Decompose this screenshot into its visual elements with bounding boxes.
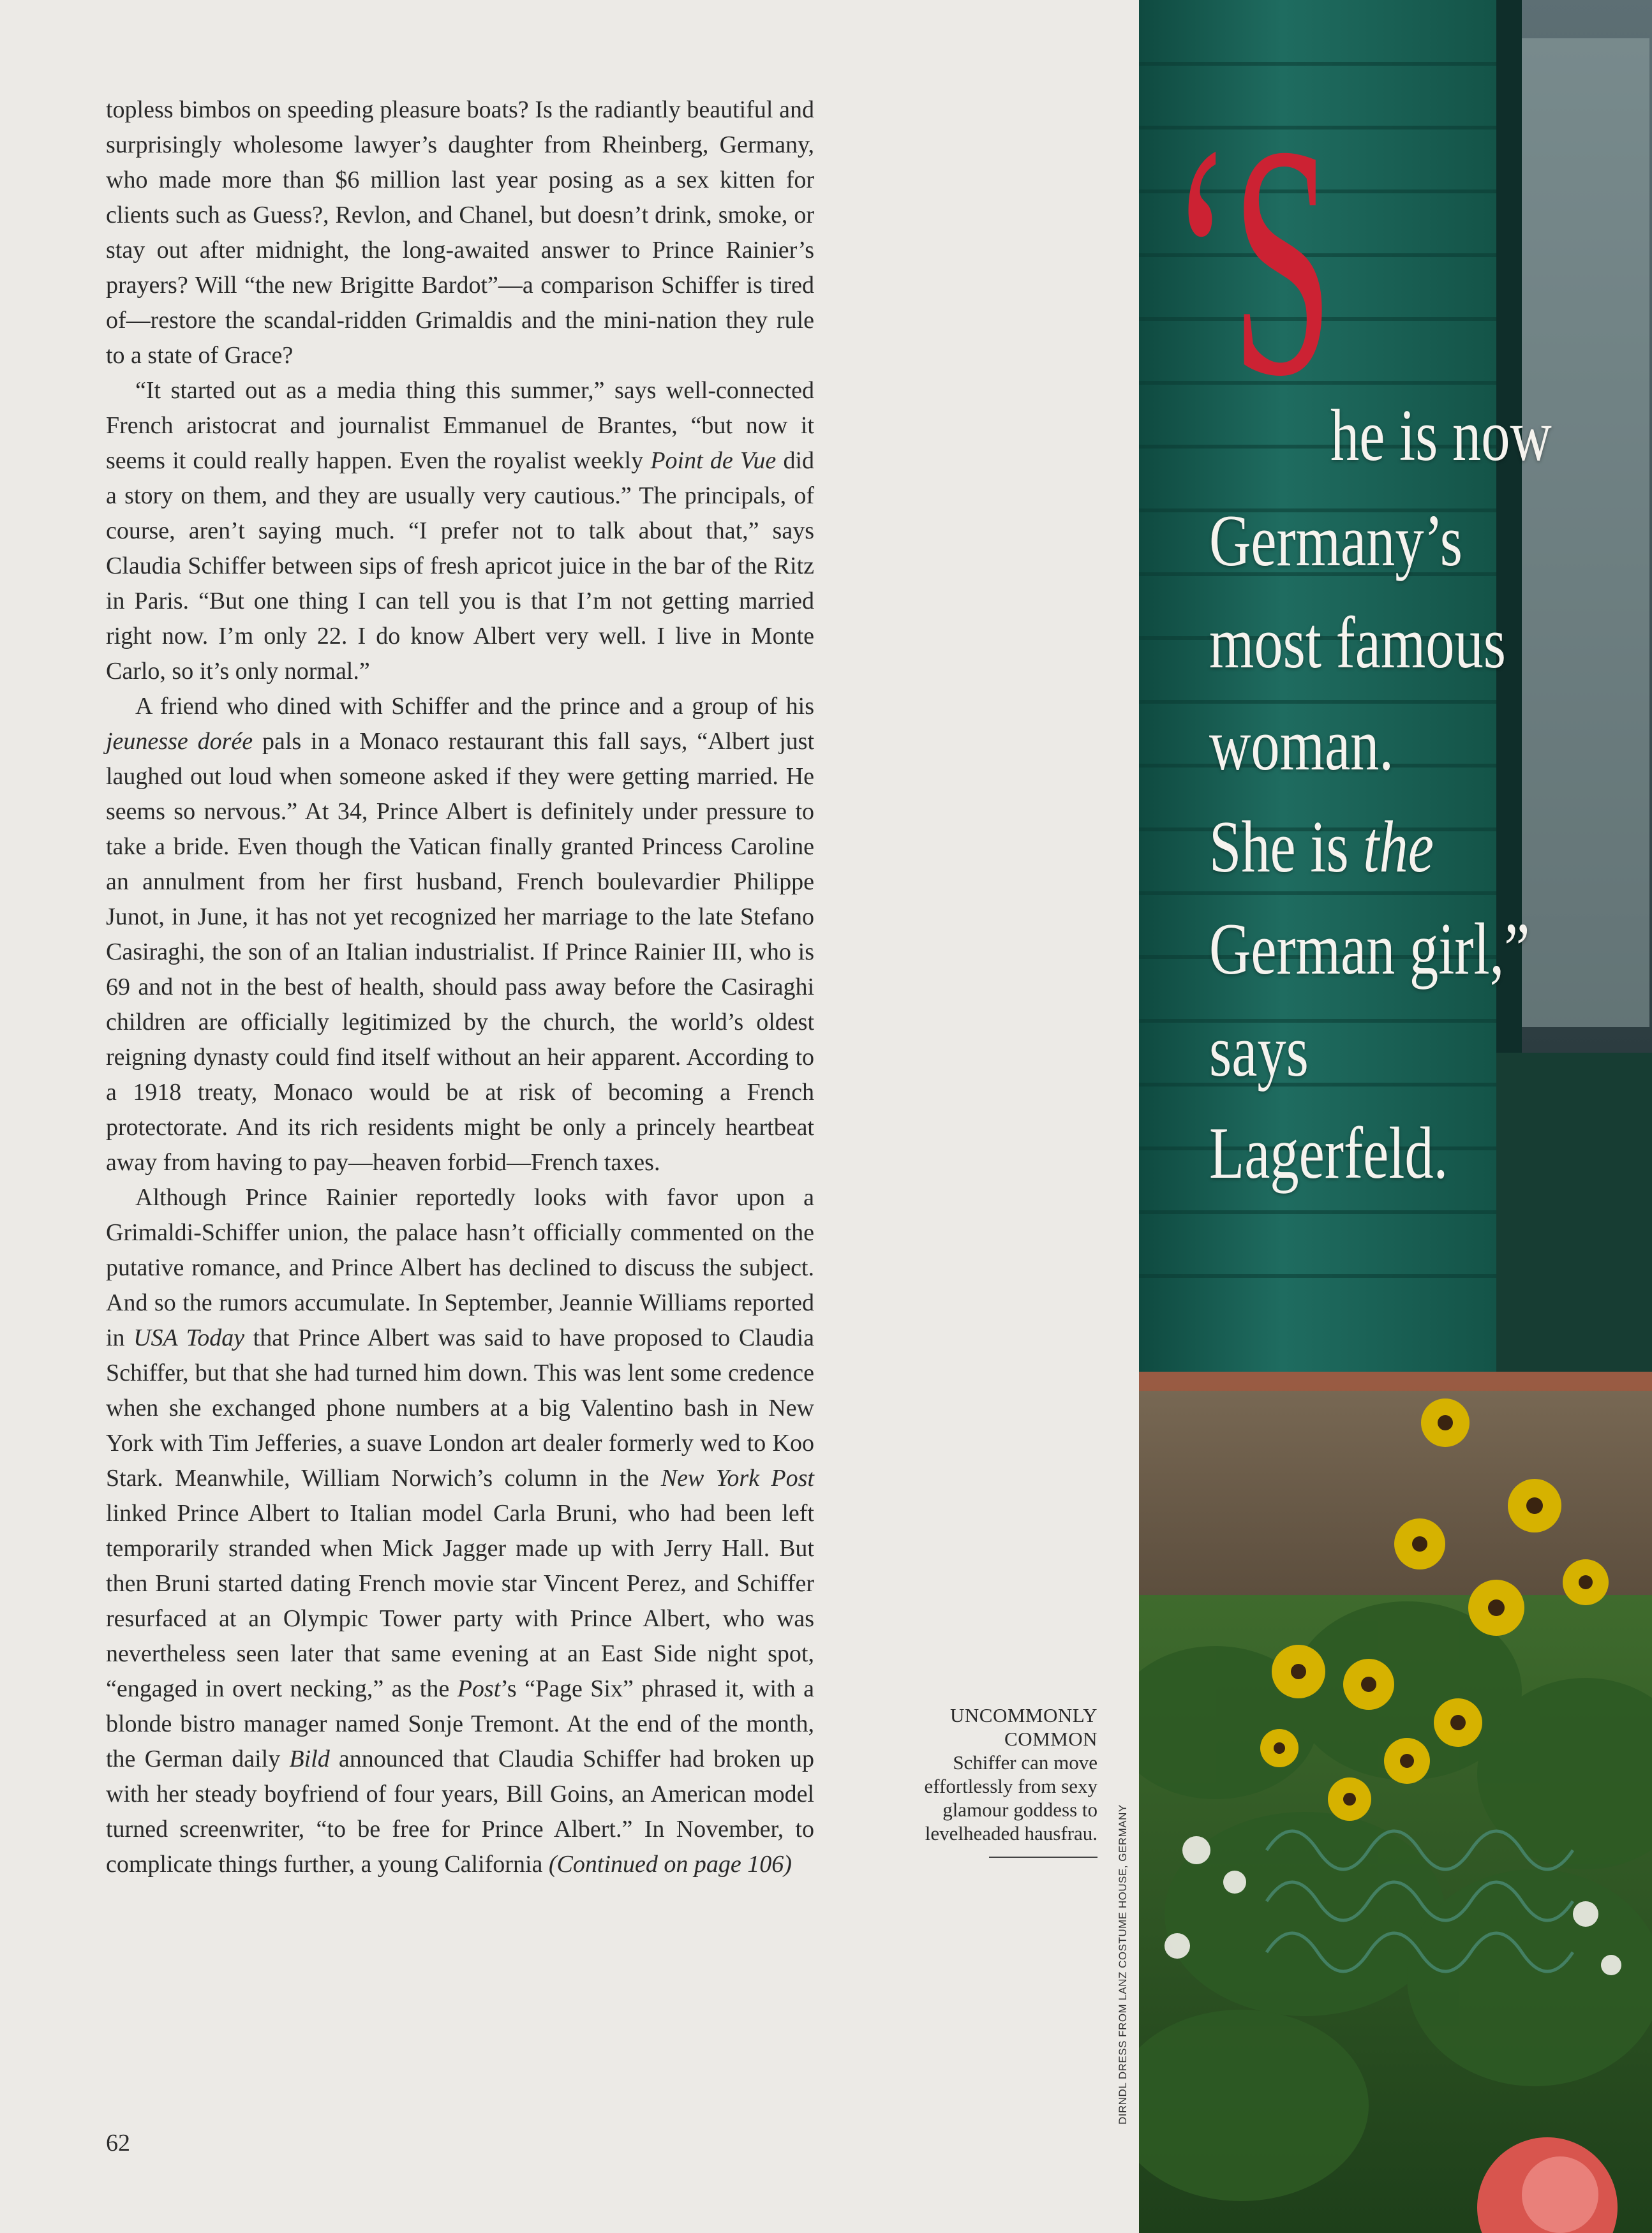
publication-name: Bild [289,1746,330,1772]
caption-body: Schiffer can move effortlessly from sexy glamour goddess to levelheaded hausfrau. [924,1751,1098,1844]
article-body [106,93,814,1882]
publication-name: USA Today [133,1324,245,1351]
paragraph-2: “It started out as a media thing this summer,” says well-connected French aristocrat and journalist Emmanuel de Brantes, “but now it seems it could really happen. Even the royalist weekly Point de Vue did a story on them, and they are usually very cautious.” The principals, of course, aren’t saying much. “I prefer not to talk about that,” says Claudia Schiffer between sips of fresh apricot juice in the bar of the Ritz in Paris. “But one thing I can tell you is that I’m not getting married right now. I’m only 22. I do know Albert very well. I live in Monte Carlo, so it’s only normal.” [106,377,814,685]
publication-name: Post [457,1675,501,1702]
italic-phrase: jeunesse dorée [106,728,253,755]
pull-quote-line: most famous [1209,602,1506,684]
photo-credit: DIRNDL DRESS FROM LANZ COSTUME HOUSE, GERMANY [1117,1804,1129,2125]
pull-quote-line: woman. [1209,704,1394,786]
pull-quote-line: Lagerfeld. [1209,1113,1448,1194]
caption-rule [989,1857,1098,1858]
pull-quote-line: Germany’s [1209,500,1463,582]
caption-title: UNCOMMONLY COMMON [950,1704,1098,1750]
paragraph-1: topless bimbos on speeding pleasure boats? Is the radiantly beautiful and surprisingly wholesome lawyer’s daughter from Rheinberg, Germany, who made more than $6 million last year posing as a sex kitten for clients such as Guess?, Revlon, and Chanel, but doesn’t drink, smoke, or stay out after midnight, the long-awaited answer to Prince Rainier’s prayers? Will “the new Brigitte Bardot”—a comparison Schiffer is tired of—restore the scandal-ridden Grimaldis and the mini-nation they rule to a state of Grace? [106,96,814,369]
pull-quote-dropcap: ‘S [1171,78,1334,445]
pull-quote-line: says [1209,1011,1309,1092]
paragraph-4: Although Prince Rainier reportedly looks with favor upon a Grimaldi-Schiffer union, the palace hasn’t officially commented on the putative romance, and Prince Albert has declined to discuss the subject. And so the rumors accumulate. In September, Jeannie Williams reported in USA Today that Prince Albert was said to have proposed to Claudia Schiffer, but that she had turned him down. This was lent some credence when she exchanged phone numbers at a big Valentino bash in New York with Tim Jefferies, a suave London art dealer formerly wed to Koo Stark. Meanwhile, William Norwich’s column in the New York Post linked Prince Albert to Italian model Carla Bruni, who had been left temporarily stranded when Mick Jagger made up with Jerry Hall. But then Bruni started dating French movie star Vincent Perez, and Schiffer resurfaced at an Olympic Tower party with Prince Albert, who was nevertheless seen later that same evening at an East Side night spot, “engaged in overt necking,” as the Post’s “Page Six” phrased it, with a blonde bistro manager named Sonje Tremont. At the end of the month, the German daily Bild announced that Claudia Schiffer had broken up with her steady boyfriend of four years, Bill Goins, an American model turned screenwriter, “to be free for Prince Albert.” In November, to complicate things further, a young California (Continued on page 106) [106,1184,815,1878]
paragraph-3: A friend who dined with Schiffer and the prince and a group of his jeunesse dorée pals in a Monaco restaurant this fall says, “Albert just laughed out loud when someone asked if they were getting married. He seems so nervous.” At 34, Prince Albert is definitely under pressure to take a bride. Even though the Vatican finally granted Princess Caroline an annulment from her first husband, French boulevardier Philippe Junot, in June, it has not yet recognized her marriage to the late Stefano Casiraghi, the son of an Italian industrialist. If Prince Rainier III, who is 69 and not in the best of health, should pass away before the Casiraghi children are officially legitimized by the church, the world’s oldest reigning dynasty could find itself without an heir apparent. According to a 1918 treaty, Monaco would be at risk of becoming a French protectorate. And its rich residents might be only a princely heartbeat away from having to pay—heaven forbid—French taxes. [106,693,815,1176]
pull-quote-line: She is the [1209,806,1434,888]
photo-caption [881,1703,1098,1858]
publication-name: Point de Vue [650,447,777,474]
page-number: 62 [106,2130,130,2156]
continued-note: (Continued on page 106) [548,1851,792,1878]
pull-quote-line: German girl,” [1209,909,1530,990]
publication-name: New York Post [660,1465,814,1492]
pull-quote-line: he is now [1330,395,1552,477]
